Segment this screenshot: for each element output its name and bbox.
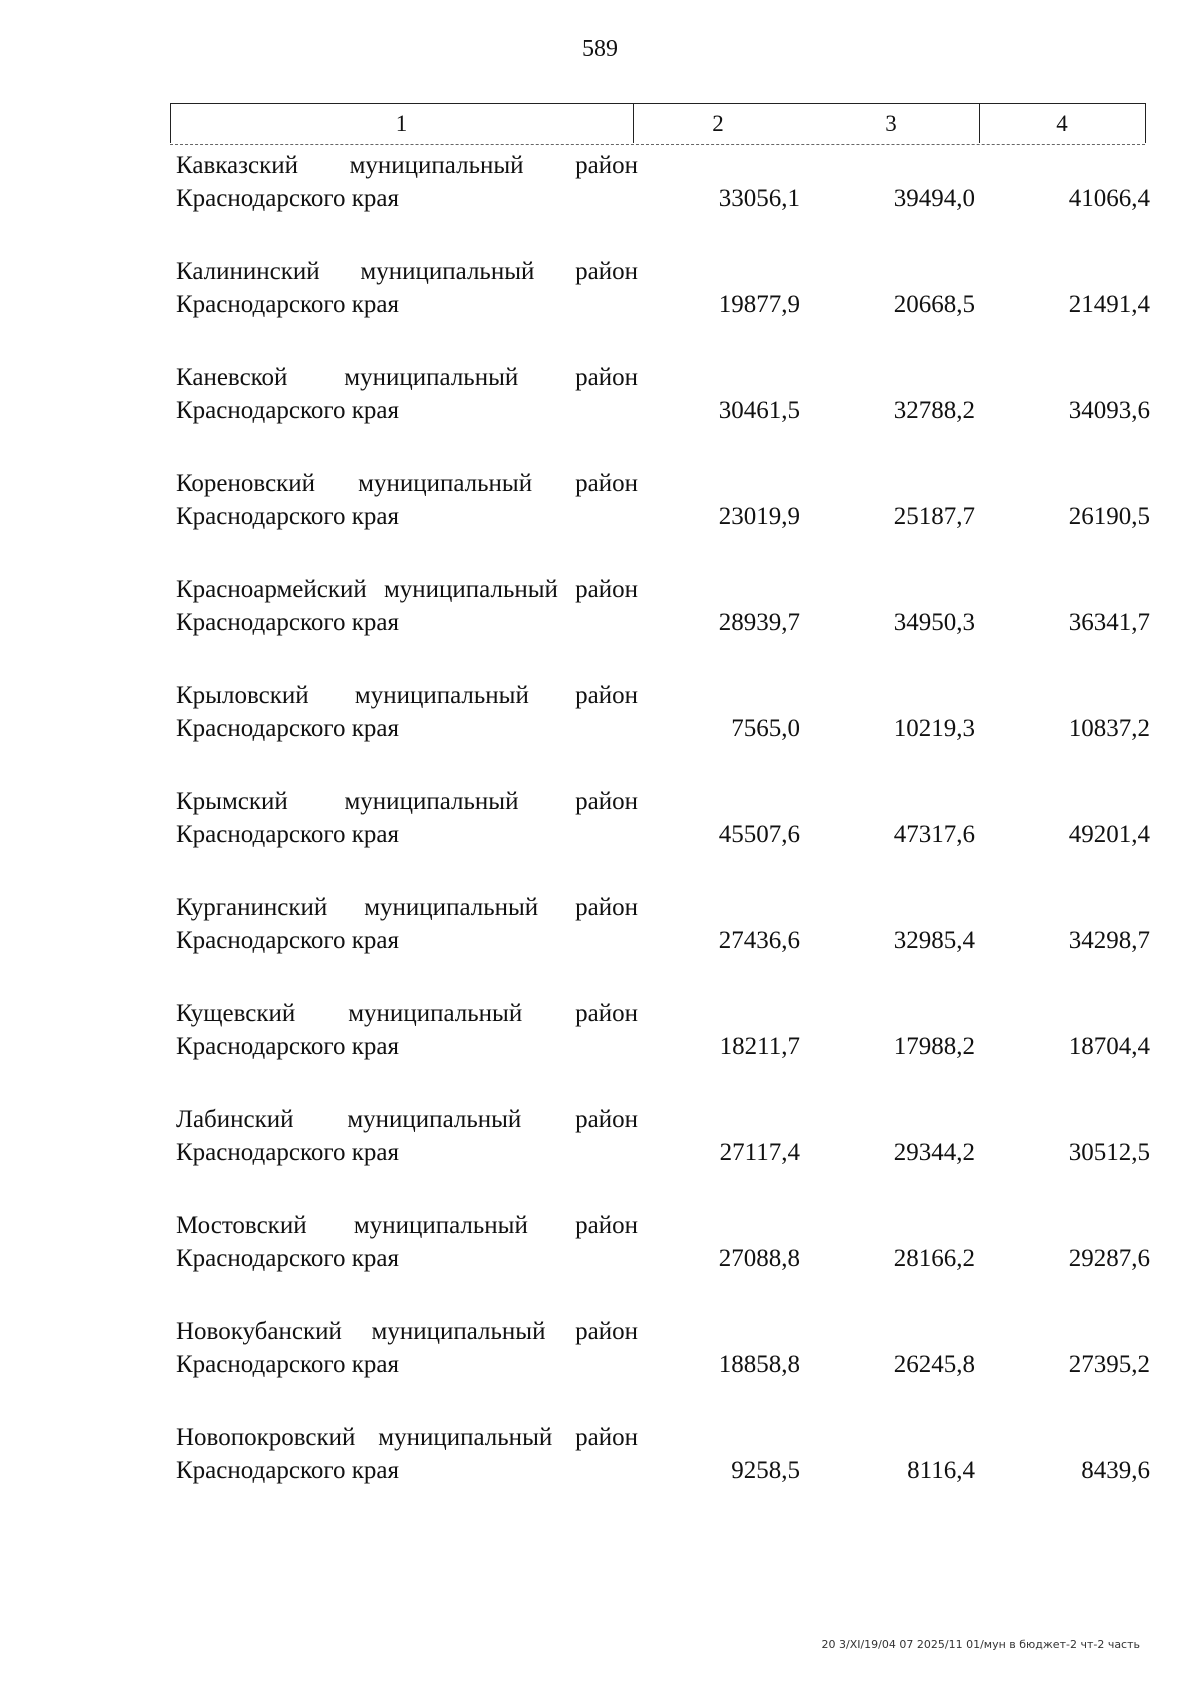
value-col-3: 34950,3	[893, 609, 975, 636]
value-col-4: 49201,4	[1068, 821, 1150, 848]
table-row	[0, 781, 1150, 887]
value-col-2: 27436,6	[718, 927, 800, 954]
table-row	[0, 1311, 1150, 1417]
municipality-name: Кущевский муниципальный район Краснодарского края	[176, 1000, 638, 1060]
value-col-3: 8116,4	[907, 1457, 975, 1484]
value-col-2: 23019,9	[718, 503, 800, 530]
municipality-name: Каневской муниципальный район Краснодарского края	[176, 364, 638, 424]
value-col-3: 25187,7	[893, 503, 975, 530]
value-col-3: 26245,8	[893, 1351, 975, 1378]
municipality-name: Мостовский муниципальный район Краснодарского края	[176, 1212, 638, 1272]
value-col-4: 21491,4	[1068, 291, 1150, 318]
table-header-row	[170, 103, 1145, 145]
value-col-4: 36341,7	[1068, 609, 1150, 636]
value-col-2: 18858,8	[718, 1351, 800, 1378]
value-col-2: 33056,1	[718, 185, 800, 212]
table-row	[0, 675, 1150, 781]
table-row	[0, 569, 1150, 675]
value-col-4: 26190,5	[1068, 503, 1150, 530]
table-row	[0, 357, 1150, 463]
value-col-2: 18211,7	[719, 1033, 800, 1060]
table-row	[0, 887, 1150, 993]
header-col-3: 3	[885, 111, 897, 136]
value-col-3: 20668,5	[893, 291, 975, 318]
municipality-name: Кореновский муниципальный район Краснодарского края	[176, 470, 638, 530]
value-col-4: 29287,6	[1068, 1245, 1150, 1272]
table-body	[0, 145, 1150, 1523]
page-number: 589	[582, 36, 618, 62]
value-col-3: 28166,2	[893, 1245, 975, 1272]
table-row	[0, 1417, 1150, 1523]
value-col-3: 32985,4	[893, 927, 975, 954]
value-col-2: 27088,8	[718, 1245, 800, 1272]
value-col-2: 27117,4	[719, 1139, 800, 1166]
value-col-2: 45507,6	[718, 821, 800, 848]
table-row	[0, 1099, 1150, 1205]
header-col-4: 4	[1056, 111, 1068, 136]
value-col-2: 9258,5	[731, 1457, 800, 1484]
municipality-name: Лабинский муниципальный район Краснодарского края	[176, 1106, 638, 1166]
value-col-4: 27395,2	[1068, 1351, 1150, 1378]
municipality-name: Новокубанский муниципальный район Краснодарского края	[176, 1318, 638, 1378]
municipality-name: Крыловский муниципальный район Краснодарского края	[176, 682, 638, 742]
value-col-4: 34298,7	[1068, 927, 1150, 954]
header-col-2: 2	[712, 111, 724, 136]
municipality-name: Калининский муниципальный район Краснодарского края	[176, 258, 638, 318]
value-col-3: 17988,2	[893, 1033, 975, 1060]
value-col-4: 8439,6	[1081, 1457, 1150, 1484]
value-col-3: 29344,2	[893, 1139, 975, 1166]
value-col-3: 32788,2	[893, 397, 975, 424]
column-divider	[1145, 103, 1146, 143]
value-col-4: 34093,6	[1068, 397, 1150, 424]
municipality-name: Новопокровский муниципальный район Краснодарского края	[176, 1424, 638, 1484]
value-col-3: 10219,3	[893, 715, 975, 742]
value-col-2: 19877,9	[718, 291, 800, 318]
table-row	[0, 251, 1150, 357]
municipality-name: Курганинский муниципальный район Краснодарского края	[176, 894, 638, 954]
footer-document-reference: 20 3/XI/19/04 07 2025/11 01/мун в бюджет-2 чт-2 часть	[821, 1638, 1140, 1651]
budget-table	[170, 103, 1150, 1523]
value-col-4: 10837,2	[1068, 715, 1150, 742]
value-col-4: 41066,4	[1068, 185, 1150, 212]
municipality-name: Кавказский муниципальный район Краснодарского края	[176, 152, 638, 212]
municipality-name: Крымский муниципальный район Краснодарского края	[176, 788, 638, 848]
municipality-name: Красноармейский муниципальный район Краснодарского края	[176, 576, 638, 636]
table-row	[0, 145, 1150, 251]
table-row	[0, 1205, 1150, 1311]
table-row	[0, 463, 1150, 569]
value-col-2: 7565,0	[731, 715, 800, 742]
value-col-4: 18704,4	[1068, 1033, 1150, 1060]
value-col-2: 30461,5	[718, 397, 800, 424]
header-col-1: 1	[395, 111, 408, 136]
value-col-3: 39494,0	[893, 185, 975, 212]
value-col-4: 30512,5	[1068, 1139, 1150, 1166]
value-col-3: 47317,6	[893, 821, 975, 848]
table-row	[0, 993, 1150, 1099]
value-col-2: 28939,7	[718, 609, 800, 636]
